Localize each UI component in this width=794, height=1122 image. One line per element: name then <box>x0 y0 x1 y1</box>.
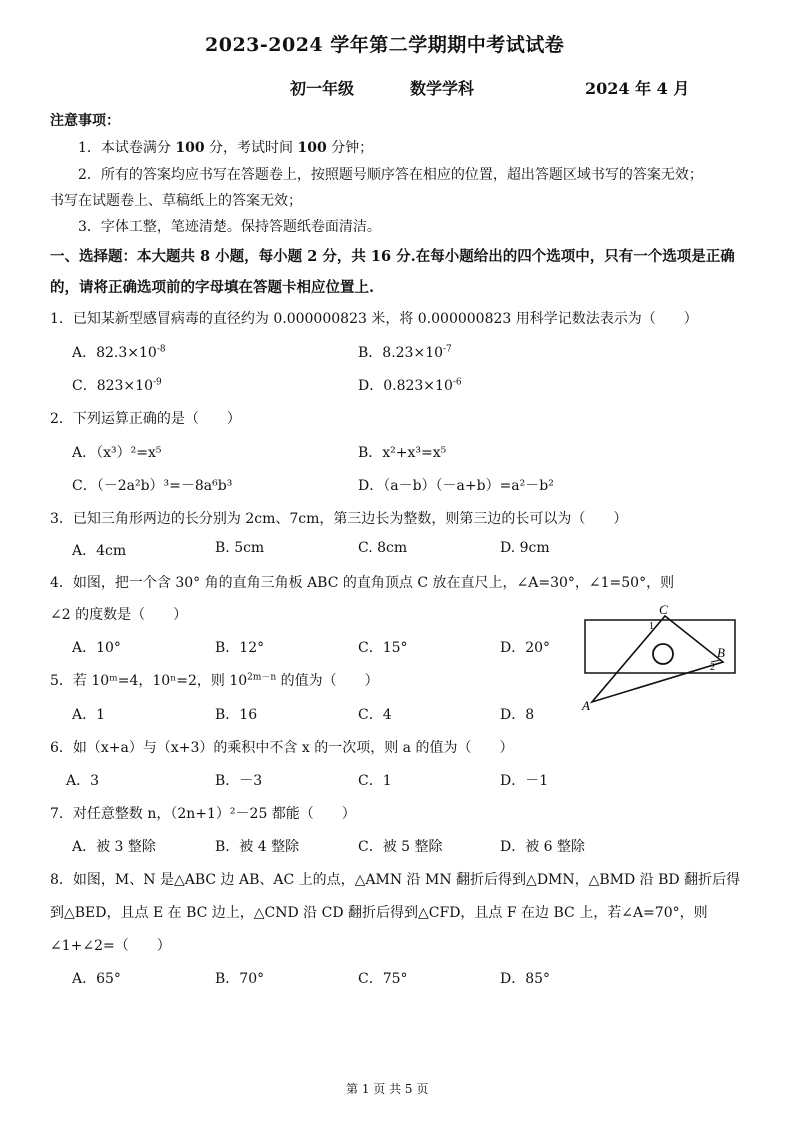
q1-option-c-base: C．823×10 <box>72 378 153 394</box>
notes-item-1-pre: 1．本试卷满分 <box>78 140 176 156</box>
q1-option-a-exp: -8 <box>156 344 166 355</box>
q7-stem: 7．对任意整数 n，（2n+1）²－25 都能（ ） <box>50 806 356 822</box>
q1-stem: 1．已知某新型感冒病毒的直径约为 0.000000823 米，将 0.000000823 用科学记数法表示为（ ） <box>50 311 698 327</box>
q6-stem: 6．如（x+a）与（x+3）的乘积中不含 x 的一次项，则 a 的值为（ ） <box>50 740 514 756</box>
q5-stem-exp: 2m－n <box>247 672 277 683</box>
section-1-line-2: 的，请将正确选项前的字母填在答题卡相应位置上. <box>50 279 375 296</box>
q3-stem: 3．已知三角形两边的长分别为 2cm、7cm，第三边长为整数，则第三边的长可以为（ ） <box>50 511 628 527</box>
exam-date: 2024 年 4 月 <box>585 79 690 98</box>
q5-stem-post: 的值为（ ） <box>276 673 379 689</box>
q7-option-d: D．被 6 整除 <box>500 839 586 855</box>
label-angle-2: 2 <box>710 662 715 673</box>
q8-stem-line-1: 8．如图，M、N 是△ABC 边 AB、AC 上的点，△AMN 沿 MN 翻折后得到△DMN，△BMD 沿 BD 翻折后得 <box>50 872 741 888</box>
q1-option-b <box>358 342 452 362</box>
q4-option-b: B．12° <box>215 640 265 656</box>
q4-stem-line-1: 4．如图，把一个含 30° 角的直角三角板 ABC 的直角顶点 C 放在直尺上，∠A=30°，∠1=50°，则 <box>50 575 675 591</box>
q4-option-d: D．20° <box>500 640 551 656</box>
q1-option-d-base: D．0.823×10 <box>358 378 453 394</box>
q2-option-a: A．（x³）²=x⁵ <box>72 445 162 461</box>
page-footer: 第 1 页 共 5 页 <box>346 1082 429 1096</box>
q3-option-b: B. 5cm <box>215 540 265 556</box>
q7-option-c: C．被 5 整除 <box>358 839 443 855</box>
q4-figure <box>576 602 746 714</box>
q1-option-d <box>358 375 462 395</box>
q8-option-d: D．85° <box>500 971 551 987</box>
q2-stem: 2．下列运算正确的是（ ） <box>50 411 241 427</box>
q4-option-c: C．15° <box>358 640 408 656</box>
q5-stem <box>50 670 379 690</box>
section-1-line-1: 一、选择题：本大题共 8 小题，每小题 2 分，共 16 分.在每小题给出的四个选项中，只有一个选项是正确 <box>50 248 735 265</box>
notes-item-1-time: 100 <box>297 140 327 156</box>
q6-option-c: C．1 <box>358 773 392 789</box>
q6-option-d: D．－1 <box>500 773 549 789</box>
q5-option-c: C．4 <box>358 707 392 723</box>
label-angle-1: 1 <box>649 621 654 632</box>
q8-option-a: A．65° <box>72 971 121 987</box>
subject-label: 数学学科 <box>410 79 475 98</box>
q1-option-c-exp: -9 <box>152 377 162 388</box>
notes-item-1 <box>78 137 373 157</box>
q1-option-a <box>72 342 166 362</box>
q5-option-a: A．1 <box>72 707 106 723</box>
notes-heading: 注意事项： <box>50 113 120 129</box>
q2-option-b: B．x²+x³=x⁵ <box>358 445 447 461</box>
q7-option-b: B．被 4 整除 <box>215 839 300 855</box>
q2-option-c: C．（－2a²b）³=－8a⁶b³ <box>72 478 233 494</box>
q6-option-a: A．3 <box>66 773 100 789</box>
label-a: A <box>582 698 590 713</box>
q1-option-b-exp: -7 <box>443 344 452 355</box>
q1-option-a-base: A．82.3×10 <box>72 345 157 361</box>
q4-option-a: A．10° <box>72 640 121 656</box>
triangle-abc <box>592 616 723 702</box>
q4-stem-line-2: ∠2 的度数是（ ） <box>50 607 188 623</box>
q8-option-b: B．70° <box>215 971 265 987</box>
notes-item-2-line-1: 2．所有的答案均应书写在答题卷上，按照题号顺序答在相应的位置，超出答题区域书写的答案无效； <box>78 167 703 183</box>
notes-item-2-line-2: 书写在试题卷上、草稿纸上的答案无效； <box>50 193 302 209</box>
q2-option-d: D．（a－b）（－a+b）=a²－b² <box>358 478 554 494</box>
q8-stem-line-3: ∠1+∠2=（ ） <box>50 938 171 954</box>
q3-option-c: C. 8cm <box>358 540 408 556</box>
q7-option-a: A．被 3 整除 <box>72 839 156 855</box>
q1-option-b-base: B．8.23×10 <box>358 345 444 361</box>
triangle-hole <box>653 644 673 664</box>
q6-option-b: B．－3 <box>215 773 263 789</box>
q3-option-d: D. 9cm <box>500 540 550 556</box>
label-c: C <box>659 602 668 617</box>
q8-option-c: C．75° <box>358 971 408 987</box>
notes-item-1-score: 100 <box>175 140 205 156</box>
q3-option-a: A．4cm <box>72 543 127 559</box>
notes-item-1-post: 分钟； <box>326 140 374 156</box>
grade-label: 初一年级 <box>290 79 355 98</box>
q5-stem-pre: 5．若 10ᵐ=4，10ⁿ=2，则 10 <box>50 673 248 689</box>
q1-option-c <box>72 375 162 395</box>
exam-title: 2023-2024 学年第二学期期中考试试卷 <box>205 34 565 56</box>
q1-option-d-exp: -6 <box>452 377 462 388</box>
notes-item-3: 3．字体工整，笔迹清楚。保持答题纸卷面清洁。 <box>78 219 381 235</box>
label-b: B <box>717 645 725 660</box>
q8-stem-line-2: 到△BED，且点 E 在 BC 边上，△CND 沿 CD 翻折后得到△CFD，且点 F 在边 BC 上，若∠A=70°，则 <box>50 905 708 921</box>
q5-option-b: B．16 <box>215 707 258 723</box>
q5-option-d: D．8 <box>500 707 535 723</box>
notes-item-1-mid: 分，考试时间 <box>204 140 298 156</box>
